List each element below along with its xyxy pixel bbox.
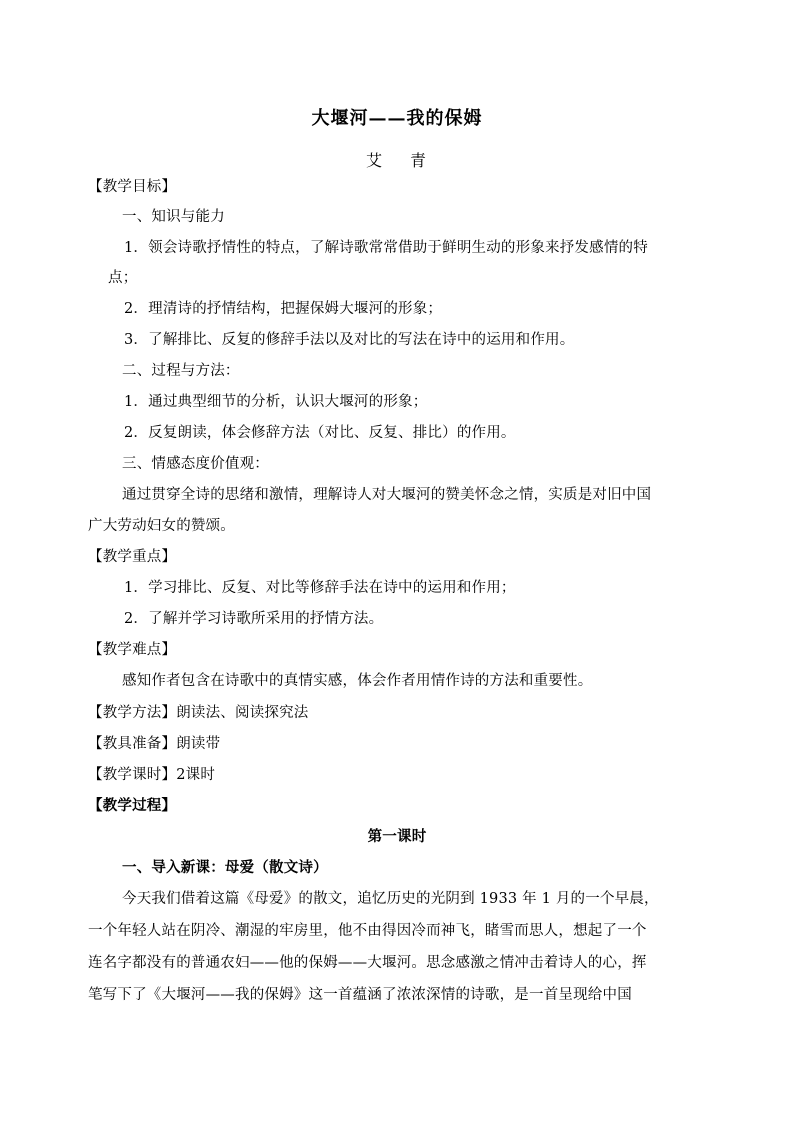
intro-paragraph-line1: 今天我们借着这篇《母爱》的散文，追忆历史的光阴到 1933 年 1 月的一个早晨， [122, 891, 659, 907]
goals-section2-title: 二、过程与方法： [122, 363, 240, 379]
document-author [0, 148, 794, 171]
goals-section3-title: 三、情感态度价值观： [122, 456, 269, 472]
key-points-item2: 2．了解并学习诗歌所采用的抒情方法。 [124, 611, 384, 627]
goals-section1-item1-cont: 点； [108, 270, 138, 286]
difficulties-heading: 【教学难点】 [88, 642, 177, 658]
goals-section1-title: 一、知识与能力 [122, 209, 225, 225]
author-char-1: 艾 [365, 151, 384, 170]
hours-line: 【教学课时】2课时 [88, 767, 216, 783]
key-points-heading: 【教学重点】 [88, 549, 177, 565]
goals-section2-item1: 1．通过典型细节的分析，认识大堰河的形象； [124, 394, 428, 410]
goals-heading: 【教学目标】 [88, 179, 177, 195]
intro-title: 一、导入新课：母爱（散文诗） [122, 859, 328, 876]
author-char-2: 青 [409, 151, 428, 170]
lesson-title: 第一课时 [367, 828, 427, 845]
intro-paragraph-line3: 连名字都没有的普通农妇——他的保姆——大堰河。思念感激之情冲击着诗人的心，挥 [88, 955, 647, 971]
tools-line: 【教具准备】朗读带 [88, 736, 221, 752]
process-heading: 【教学过程】 [88, 797, 177, 814]
goals-section1-item3: 3．了解排比、反复的修辞手法以及对比的写法在诗中的运用和作用。 [124, 332, 575, 348]
difficulties-text: 感知作者包含在诗歌中的真情实感，体会作者用情作诗的方法和重要性。 [122, 673, 593, 689]
goals-section1-item1: 1．领会诗歌抒情性的特点，了解诗歌常常借助于鲜明生动的形象来抒发感情的特 [124, 240, 648, 256]
intro-paragraph-line4: 笔写下了《大堰河——我的保姆》这一首蕴涵了浓浓深情的诗歌，是一首呈现给中国 [88, 987, 632, 1003]
key-points-item1: 1．学习排比、反复、对比等修辞手法在诗中的运用和作用； [124, 580, 516, 596]
intro-paragraph-line2: 一个年轻人站在阴冷、潮湿的牢房里，他不由得因冷而神飞，睹雪而思人，想起了一个 [88, 923, 647, 939]
goals-section3-text-cont: 广大劳动妇女的赞颂。 [88, 518, 235, 534]
goals-section3-text: 通过贯穿全诗的思绪和激情，理解诗人对大堰河的赞美怀念之情，实质是对旧中国 [122, 487, 652, 503]
goals-section1-item2: 2．理清诗的抒情结构，把握保姆大堰河的形象； [124, 301, 443, 317]
goals-section2-item2: 2．反复朗读，体会修辞方法（对比、反复、排比）的作用。 [124, 425, 516, 441]
document-title: 大堰河——我的保姆 [311, 108, 483, 129]
methods-line: 【教学方法】朗读法、阅读探究法 [88, 705, 309, 721]
